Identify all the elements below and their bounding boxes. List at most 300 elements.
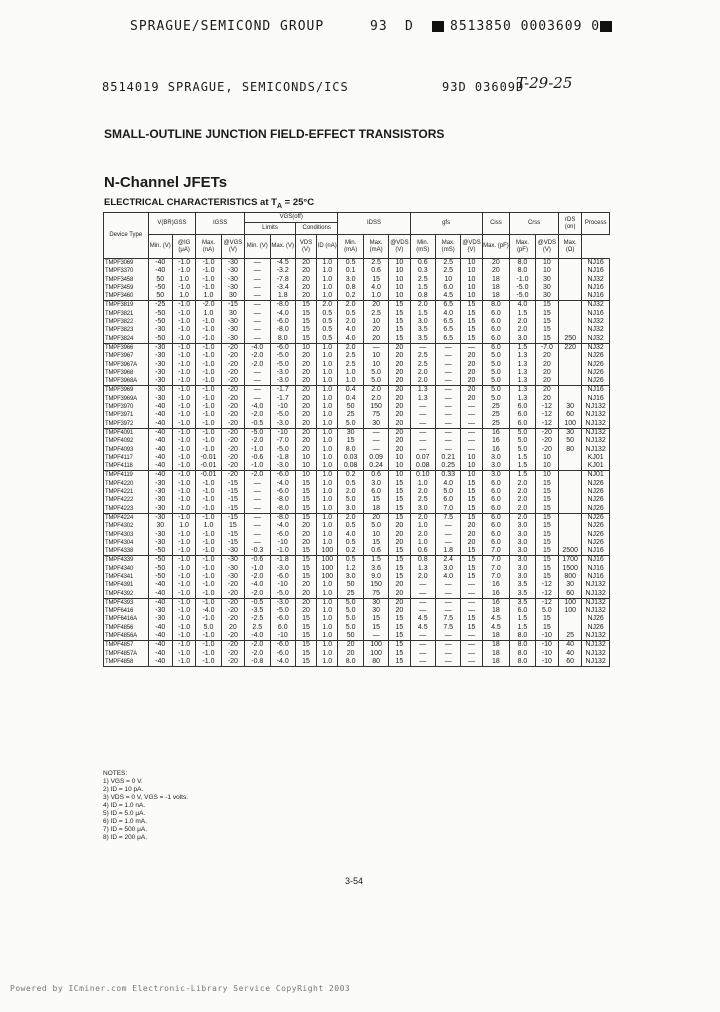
table-cell: 2.0 <box>338 318 363 326</box>
table-cell: -4.0 <box>196 607 221 615</box>
table-cell: 30 <box>363 607 388 615</box>
table-cell: -1.0 <box>172 377 195 386</box>
table-cell: -1.0 <box>172 361 195 369</box>
table-cell: 1.0 <box>317 513 338 522</box>
table-cell: 20 <box>461 395 482 403</box>
table-cell: -1.0 <box>196 513 221 522</box>
table-cell: -40 <box>148 624 172 632</box>
table-cell: 20 <box>482 267 510 275</box>
table-cell: — <box>245 395 270 403</box>
table-cell: 0.2 <box>338 547 363 556</box>
table-cell: 1.0 <box>410 539 435 547</box>
table-cell: — <box>245 301 270 310</box>
table-cell: -8.0 <box>270 505 295 514</box>
table-cell <box>559 462 582 471</box>
table-cell: NJ16 <box>582 565 610 573</box>
table-cell: 1.0 <box>317 471 338 480</box>
table-cell: — <box>461 607 482 615</box>
table-cell: 1.0 <box>410 480 435 488</box>
table-cell: 1.0 <box>317 658 338 667</box>
table-row <box>104 386 610 395</box>
table-cell: 6.0 <box>482 318 510 326</box>
table-cell: 10 <box>461 292 482 301</box>
table-cell: 15 <box>295 505 316 514</box>
table-cell: -1.0 <box>172 565 195 573</box>
table-cell: 15 <box>389 505 410 514</box>
table-cell: 0.1 <box>338 267 363 275</box>
table-cell: -1.0 <box>172 352 195 360</box>
table-cell: 1.5 <box>510 624 535 632</box>
table-cell: 8.0 <box>510 259 535 268</box>
table-cell: -1.0 <box>196 615 221 623</box>
table-row <box>104 496 610 504</box>
table-cell: -2.5 <box>245 615 270 623</box>
table-cell: 2.0 <box>510 318 535 326</box>
table-cell: 5.0 <box>196 624 221 632</box>
table-cell: 15 <box>363 624 388 632</box>
table-cell <box>559 284 582 292</box>
table-cell: 30 <box>559 403 582 411</box>
table-cell: 1.8 <box>435 547 460 556</box>
characteristics-table <box>103 212 610 667</box>
table-cell: 5.0 <box>535 607 558 615</box>
table-cell: — <box>461 411 482 419</box>
table-cell: 2.0 <box>510 488 535 496</box>
table-cell: 15 <box>389 641 410 650</box>
table-cell: 0.6 <box>410 259 435 268</box>
table-cell: 15 <box>535 335 558 344</box>
table-cell: 5.0 <box>363 377 388 386</box>
table-cell: 6.0 <box>510 607 535 615</box>
table-cell: 7.5 <box>435 615 460 623</box>
sub-header-cell: Max. (V) <box>270 235 295 259</box>
table-cell: 15 <box>389 318 410 326</box>
device-type-cell: TMPF4092 <box>104 437 149 445</box>
table-cell: — <box>435 590 460 599</box>
table-cell: -6.0 <box>270 650 295 658</box>
table-cell: — <box>410 446 435 454</box>
table-cell: -1.0 <box>172 386 195 395</box>
device-type-cell: TMPF3458 <box>104 276 149 284</box>
table-cell: 20 <box>389 598 410 607</box>
table-cell: 15 <box>461 615 482 623</box>
table-cell: 0.03 <box>338 454 363 462</box>
table-cell: 20 <box>461 361 482 369</box>
table-cell: 15 <box>295 650 316 658</box>
table-cell: 10 <box>389 454 410 462</box>
note-line: 4) ID = 1.0 nA. <box>103 802 146 809</box>
table-cell: -1.0 <box>172 471 195 480</box>
table-cell: 3.0 <box>510 539 535 547</box>
table-row <box>104 377 610 386</box>
table-cell: NJ132 <box>582 658 610 667</box>
table-cell: 60 <box>559 590 582 599</box>
table-row <box>104 650 610 658</box>
vgsoff-header: VGS(off) <box>245 213 338 223</box>
table-cell: -1.0 <box>196 496 221 504</box>
table-cell: 3.0 <box>510 522 535 530</box>
table-cell: 6.5 <box>435 301 460 310</box>
table-cell: -1.0 <box>172 581 195 589</box>
table-cell: -1.0 <box>196 369 221 377</box>
table-cell: -5.0 <box>510 284 535 292</box>
table-cell: -20 <box>221 395 244 403</box>
table-cell: — <box>245 326 270 334</box>
table-cell: 15 <box>295 641 316 650</box>
table-cell: 18 <box>482 650 510 658</box>
table-cell: 3.0 <box>482 471 510 480</box>
table-row <box>104 454 610 462</box>
table-cell <box>559 471 582 480</box>
table-cell: 0.5 <box>317 310 338 318</box>
table-cell: 18 <box>482 284 510 292</box>
device-type-cell: TMPF6416 <box>104 607 149 615</box>
table-cell: 100 <box>559 607 582 615</box>
table-cell: 50 <box>338 581 363 589</box>
table-cell: — <box>245 284 270 292</box>
table-cell: 6.0 <box>482 522 510 530</box>
table-cell: 20 <box>461 386 482 395</box>
table-cell: 10 <box>535 267 558 275</box>
table-cell: -4.0 <box>245 632 270 641</box>
table-cell: -20 <box>221 352 244 360</box>
table-cell: — <box>461 437 482 445</box>
table-cell: -4.0 <box>245 581 270 589</box>
table-cell: 5.0 <box>482 369 510 377</box>
table-cell: -5.0 <box>270 361 295 369</box>
table-cell: -40 <box>148 446 172 454</box>
table-cell: -1.0 <box>196 420 221 429</box>
table-cell: -15 <box>221 539 244 547</box>
table-row <box>104 395 610 403</box>
table-cell: -0.6 <box>245 454 270 462</box>
table-cell: -30 <box>221 267 244 275</box>
table-cell: -50 <box>148 318 172 326</box>
table-cell: -1.0 <box>172 420 195 429</box>
table-cell: -2.0 <box>245 590 270 599</box>
doc-code: 8513850 0003609 0 <box>450 19 601 34</box>
table-cell: 1.0 <box>317 615 338 623</box>
table-cell: 10 <box>295 454 316 462</box>
table-cell: -40 <box>148 259 172 268</box>
table-cell: -15 <box>221 513 244 522</box>
table-title-text: ELECTRICAL CHARACTERISTICS at T <box>104 197 277 208</box>
table-cell: 0.6 <box>363 471 388 480</box>
table-cell: 15 <box>461 624 482 632</box>
table-cell: 1.0 <box>363 292 388 301</box>
device-type-cell: TMPF4224 <box>104 513 149 522</box>
table-cell: 20 <box>389 420 410 429</box>
table-row <box>104 420 610 429</box>
table-cell: 100 <box>317 556 338 565</box>
table-cell: -30 <box>148 496 172 504</box>
table-cell: 1.0 <box>317 259 338 268</box>
table-cell: 0.08 <box>410 462 435 471</box>
sub-header-cell: Max. (pF) <box>482 235 510 259</box>
device-type-cell: TMPF3967A <box>104 361 149 369</box>
table-cell: — <box>461 632 482 641</box>
table-cell: 6.0 <box>435 284 460 292</box>
table-cell: 1.0 <box>317 590 338 599</box>
table-cell: 15 <box>535 310 558 318</box>
table-cell: -1.0 <box>196 343 221 352</box>
table-cell: 20 <box>389 428 410 437</box>
table-cell: -20 <box>221 437 244 445</box>
table-cell: 2.0 <box>338 301 363 310</box>
table-cell: -1.0 <box>196 480 221 488</box>
table-cell: 20 <box>535 377 558 386</box>
table-cell: -1.0 <box>172 547 195 556</box>
table-cell: -6.0 <box>270 573 295 581</box>
table-cell: 1.0 <box>317 377 338 386</box>
table-cell: -1.0 <box>172 454 195 462</box>
table-cell: -2.0 <box>245 573 270 581</box>
table-cell: 15 <box>461 556 482 565</box>
table-cell: 20 <box>389 539 410 547</box>
table-cell: 1.0 <box>317 284 338 292</box>
table-cell: 2.5 <box>363 259 388 268</box>
table-cell: 2.5 <box>363 310 388 318</box>
table-cell: KJ01 <box>582 462 610 471</box>
table-cell: 75 <box>363 590 388 599</box>
table-cell: — <box>410 437 435 445</box>
table-cell: 18 <box>482 632 510 641</box>
table-cell: 3.5 <box>510 590 535 599</box>
table-cell: -1.0 <box>196 377 221 386</box>
table-cell: -1.0 <box>172 590 195 599</box>
table-cell: -20 <box>221 428 244 437</box>
table-cell: 4.5 <box>482 624 510 632</box>
table-cell: 1.0 <box>317 446 338 454</box>
table-cell: -12 <box>535 403 558 411</box>
table-cell: 15 <box>535 505 558 514</box>
table-cell: 20 <box>389 386 410 395</box>
sub-header-cell: VDS (V) <box>295 235 316 259</box>
table-row <box>104 590 610 599</box>
table-cell: 1.5 <box>410 284 435 292</box>
note-line: 2) ID = 10 pA. <box>103 786 144 793</box>
table-cell: -30 <box>148 395 172 403</box>
table-cell: 3.0 <box>510 531 535 539</box>
table-cell: 8.0 <box>510 632 535 641</box>
table-cell: -1.0 <box>196 658 221 667</box>
table-cell: 2.0 <box>410 573 435 581</box>
table-cell: -0.3 <box>245 547 270 556</box>
table-cell: -40 <box>148 454 172 462</box>
table-cell: 6.0 <box>435 496 460 504</box>
table-cell: 1.0 <box>317 632 338 641</box>
device-type-cell: TMPF4093 <box>104 446 149 454</box>
table-row <box>104 326 610 334</box>
device-type-cell: TMPF4341 <box>104 573 149 581</box>
table-cell: -1.0 <box>196 590 221 599</box>
table-cell: 1.0 <box>317 420 338 429</box>
table-cell: 25 <box>482 411 510 419</box>
table-cell: 20 <box>535 386 558 395</box>
table-row <box>104 267 610 275</box>
sub-header-cell: @VGS (V) <box>221 235 244 259</box>
table-cell: 7.0 <box>482 573 510 581</box>
table-cell: -1.0 <box>172 437 195 445</box>
table-cell: 5.0 <box>435 488 460 496</box>
table-cell: — <box>435 352 460 360</box>
table-cell: 50 <box>559 437 582 445</box>
table-cell: 1.8 <box>270 292 295 301</box>
table-cell: 10 <box>389 267 410 275</box>
table-cell: 4.5 <box>435 292 460 301</box>
table-cell: 15 <box>295 632 316 641</box>
table-cell <box>559 522 582 530</box>
table-cell: -30 <box>148 377 172 386</box>
table-row <box>104 565 610 573</box>
table-cell: -1.0 <box>172 650 195 658</box>
table-cell: -1.0 <box>196 539 221 547</box>
table-cell: 1.5 <box>363 556 388 565</box>
table-cell: 15 <box>535 318 558 326</box>
table-cell: -40 <box>148 598 172 607</box>
table-cell: — <box>363 632 388 641</box>
table-cell: -5.0 <box>270 446 295 454</box>
table-cell: 1.0 <box>317 395 338 403</box>
table-cell: 0.5 <box>338 522 363 530</box>
table-cell: 20 <box>363 513 388 522</box>
table-cell: 1.0 <box>317 343 338 352</box>
table-cell: — <box>461 403 482 411</box>
table-cell: 15 <box>338 437 363 445</box>
table-cell: -1.0 <box>196 259 221 268</box>
sub-header-cell: Min. (V) <box>148 235 172 259</box>
table-cell: -1.0 <box>172 615 195 623</box>
sub-header-cell: Max. (mS) <box>435 235 460 259</box>
table-cell: 18 <box>482 276 510 284</box>
table-cell: 1.3 <box>510 377 535 386</box>
table-cell: 3.0 <box>338 505 363 514</box>
table-cell: -0.8 <box>245 658 270 667</box>
table-cell: 1.5 <box>510 471 535 480</box>
table-cell <box>559 259 582 268</box>
table-cell: 10 <box>363 318 388 326</box>
device-type-cell: TMPF4118 <box>104 462 149 471</box>
table-cell: 1.3 <box>510 369 535 377</box>
table-cell: 20 <box>295 437 316 445</box>
table-cell: -3.0 <box>270 377 295 386</box>
table-cell: 20 <box>295 598 316 607</box>
table-cell: 20 <box>295 607 316 615</box>
rds-header: rDS (on) <box>559 213 582 235</box>
table-cell: NJ16 <box>582 267 610 275</box>
table-cell: — <box>245 488 270 496</box>
table-cell: 15 <box>389 326 410 334</box>
table-cell: 1.3 <box>510 395 535 403</box>
table-cell: — <box>461 420 482 429</box>
table-cell: -30 <box>148 369 172 377</box>
table-cell: 15 <box>535 480 558 488</box>
table-cell: 15 <box>389 565 410 573</box>
table-cell: 6.0 <box>482 488 510 496</box>
table-cell: 0.5 <box>317 318 338 326</box>
device-type-cell: TMPF3968 <box>104 369 149 377</box>
table-cell: -1.0 <box>196 446 221 454</box>
table-cell: 3.5 <box>510 598 535 607</box>
table-cell: 3.0 <box>510 335 535 344</box>
table-row <box>104 437 610 445</box>
note-line: 1) VGS = 0 V. <box>103 778 143 785</box>
igss-header: IGSS <box>196 213 245 235</box>
table-row <box>104 615 610 623</box>
table-row <box>104 531 610 539</box>
table-cell: 30 <box>221 310 244 318</box>
table-cell: 100 <box>317 573 338 581</box>
table-cell: -20 <box>221 343 244 352</box>
table-cell: NJ132 <box>582 641 610 650</box>
table-cell: 2.0 <box>510 513 535 522</box>
table-cell: -20 <box>221 471 244 480</box>
table-cell: 0.07 <box>410 454 435 462</box>
table-cell: -6.0 <box>270 531 295 539</box>
table-cell: -6.0 <box>270 471 295 480</box>
device-type-cell: TMPF4223 <box>104 505 149 514</box>
table-cell: — <box>363 446 388 454</box>
table-cell: NJ132 <box>582 403 610 411</box>
table-cell <box>559 310 582 318</box>
table-cell: NJ26 <box>582 522 610 530</box>
table-cell: 6.0 <box>482 310 510 318</box>
table-cell: 0.5 <box>317 335 338 344</box>
table-cell: -30 <box>148 488 172 496</box>
table-cell: 10 <box>295 343 316 352</box>
table-cell: 0.24 <box>363 462 388 471</box>
device-type-cell: TMPF4302 <box>104 522 149 530</box>
table-cell: 15 <box>389 335 410 344</box>
table-cell: -1.0 <box>172 369 195 377</box>
table-cell: 0.3 <box>410 267 435 275</box>
table-row <box>104 318 610 326</box>
table-cell: 15 <box>295 301 316 310</box>
table-cell: NJ16 <box>582 386 610 395</box>
table-cell: — <box>435 386 460 395</box>
table-cell: 20 <box>295 590 316 599</box>
table-cell: 5.0 <box>510 446 535 454</box>
table-cell: NJ32 <box>582 326 610 334</box>
table-cell: — <box>363 428 388 437</box>
table-cell: 1.0 <box>317 488 338 496</box>
table-cell: 20 <box>389 581 410 589</box>
table-cell: -1.0 <box>172 446 195 454</box>
table-cell: NJ132 <box>582 411 610 419</box>
table-cell: -30 <box>221 284 244 292</box>
table-cell: — <box>245 496 270 504</box>
table-cell: 20 <box>295 395 316 403</box>
table-cell: 15 <box>535 301 558 310</box>
table-cell: -2.0 <box>245 641 270 650</box>
table-cell: -1.0 <box>196 437 221 445</box>
table-cell: -1.0 <box>172 318 195 326</box>
table-cell: -1.0 <box>172 395 195 403</box>
table-cell <box>559 395 582 403</box>
table-cell: -40 <box>148 437 172 445</box>
table-cell: 2.0 <box>410 377 435 386</box>
table-cell: 15 <box>389 310 410 318</box>
table-cell: NJ32 <box>582 318 610 326</box>
table-cell: NJ26 <box>582 496 610 504</box>
table-cell: 6.0 <box>482 531 510 539</box>
table-cell: -1.0 <box>196 505 221 514</box>
black-block-icon <box>432 19 444 34</box>
table-row <box>104 632 610 641</box>
table-row <box>104 556 610 565</box>
table-cell: 20 <box>295 428 316 437</box>
note-line: 6) ID = 1.0 mA. <box>103 818 147 825</box>
